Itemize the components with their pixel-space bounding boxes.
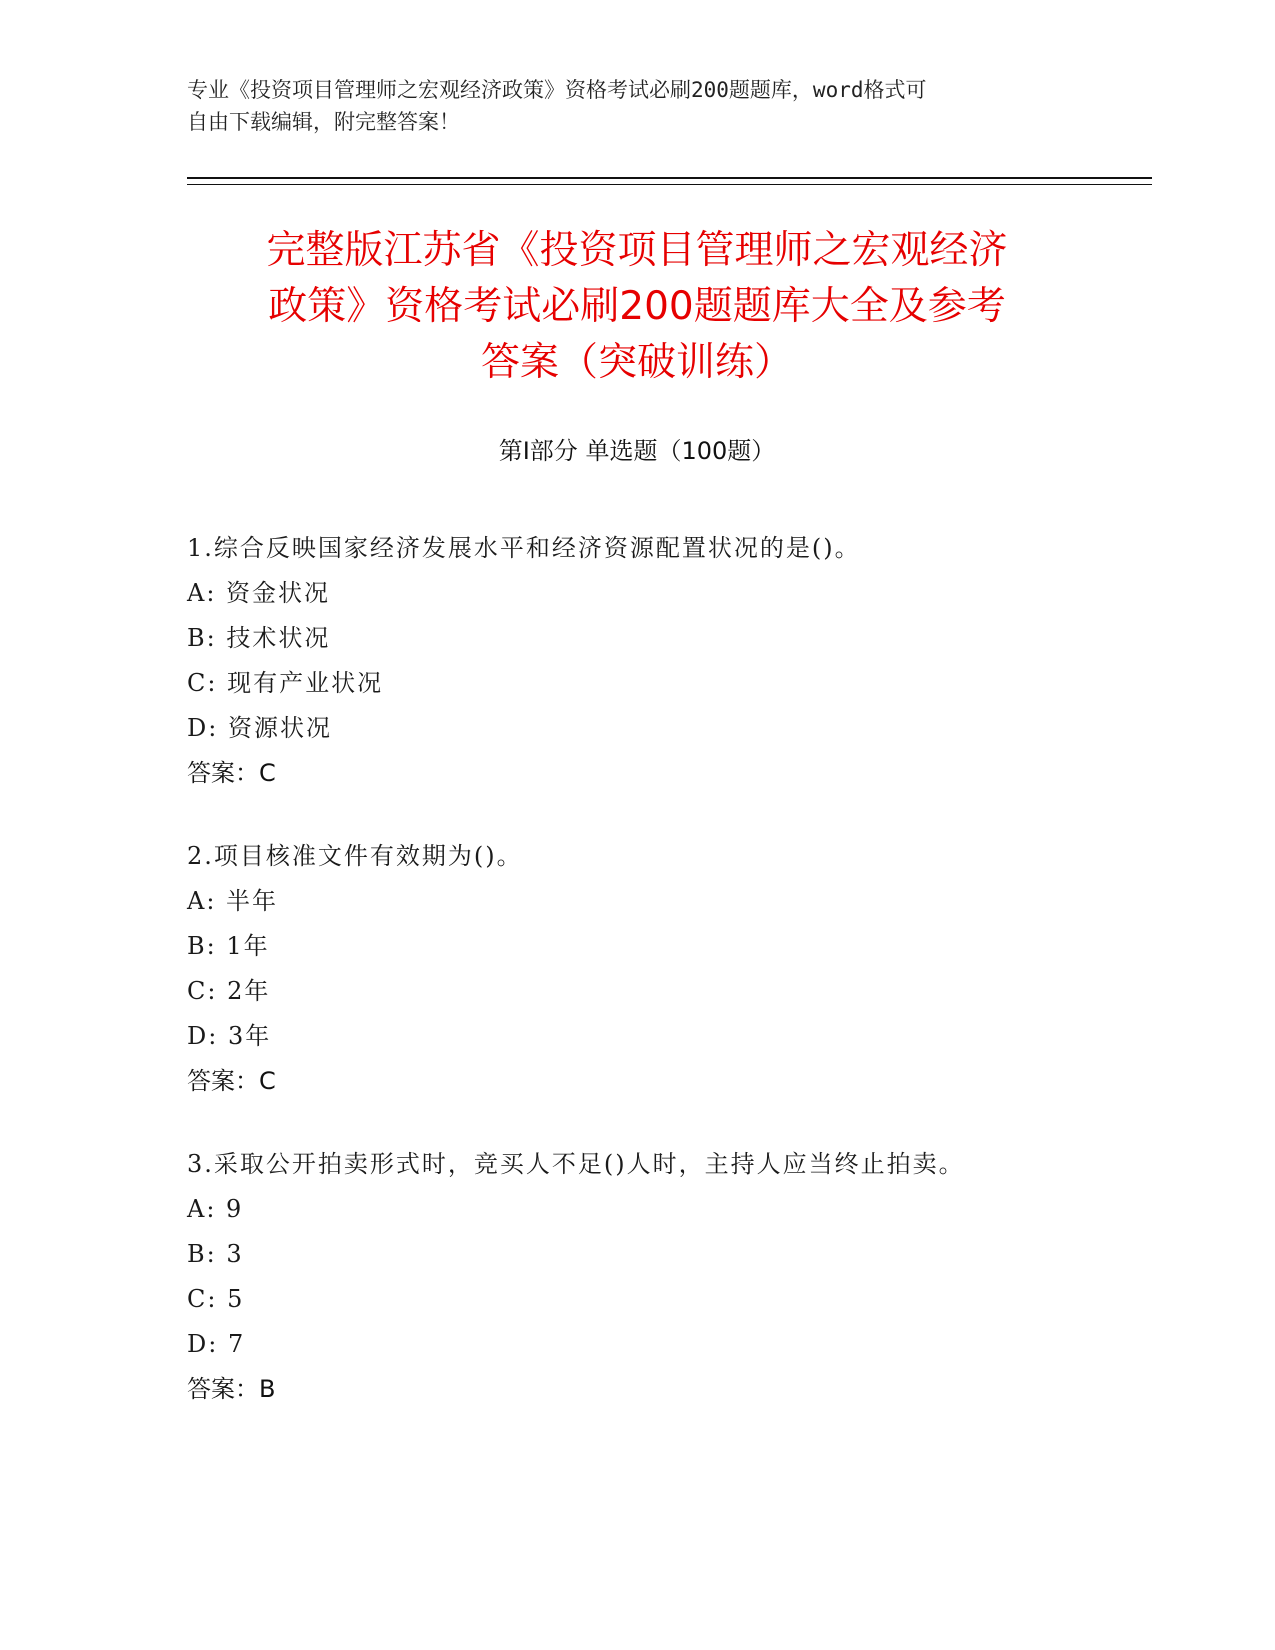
option-c: C: 5 (187, 1285, 245, 1313)
question-stem: 3.采取公开拍卖形式时，竞买人不足()人时，主持人应当终止拍卖。 (187, 1150, 965, 1178)
section-title: 第Ⅰ部分 单选题（100题） (498, 437, 776, 465)
option-d: D: 资源状况 (187, 714, 332, 742)
option-a: A: 资金状况 (187, 579, 331, 607)
option-d: D: 3年 (187, 1022, 272, 1050)
header-note-line-2: 自由下载编辑，附完整答案！ (187, 110, 460, 134)
question-2 (187, 834, 1107, 1104)
question-list (187, 526, 1107, 1450)
header-divider-thin (187, 184, 1152, 185)
option-b: B: 3 (187, 1240, 244, 1268)
option-c: C: 现有产业状况 (187, 669, 384, 697)
document-title-line-3: 答案（突破训练） (480, 340, 793, 385)
question-stem: 1.综合反映国家经济发展水平和经济资源配置状况的是()。 (187, 534, 861, 562)
option-d: D: 7 (187, 1330, 246, 1358)
option-b: B: 技术状况 (187, 624, 331, 652)
answer: 答案：C (187, 759, 276, 787)
option-c: C: 2年 (187, 977, 271, 1005)
answer: 答案：B (187, 1375, 276, 1403)
header-note-line-1: 专业《投资项目管理师之宏观经济政策》资格考试必刷200题题库，word格式可 (187, 78, 927, 102)
question-1 (187, 526, 1107, 796)
document-title (187, 223, 1087, 391)
option-a: A: 9 (187, 1195, 244, 1223)
document-title-line-1: 完整版江苏省《投资项目管理师之宏观经济 (266, 228, 1008, 273)
answer: 答案：C (187, 1067, 276, 1095)
option-a: A: 半年 (187, 887, 279, 915)
header-note (187, 74, 1087, 138)
document-title-line-2: 政策》资格考试必刷200题题库大全及参考 (268, 284, 1006, 329)
question-3 (187, 1142, 1107, 1412)
option-b: B: 1年 (187, 932, 270, 960)
question-stem: 2.项目核准文件有效期为()。 (187, 842, 523, 870)
header-divider-thick (187, 177, 1152, 179)
